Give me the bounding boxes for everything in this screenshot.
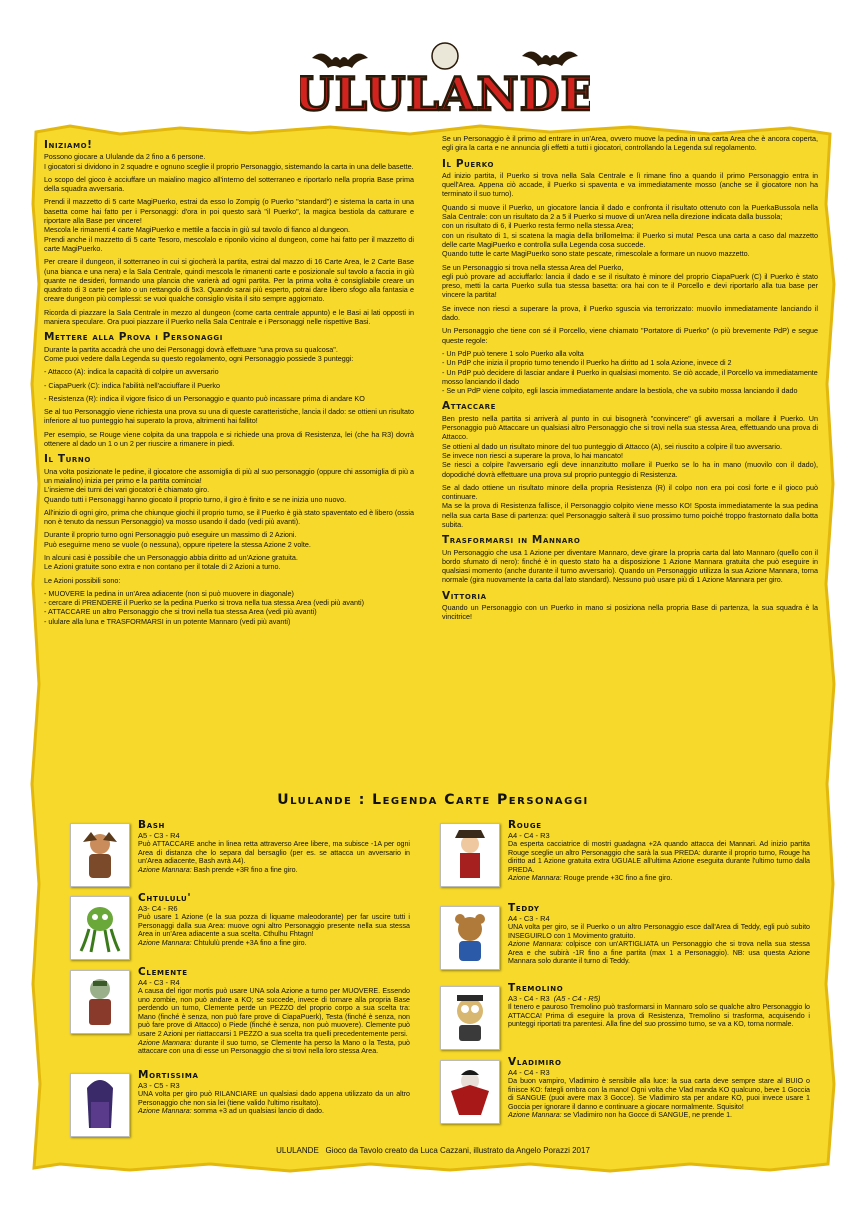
character-stats: A3- C4 - R6 [138, 904, 178, 913]
list-item: - cercare di PRENDERE il Puerko se la pedina Puerko si trova nella tua stessa Area (vedi più avanti) [44, 598, 364, 608]
character-portrait [70, 823, 130, 887]
character-name: Vladimiro [508, 1056, 562, 1068]
ululande-logo [300, 38, 590, 128]
paragraph: - Attacco (A): indica la capacità di colpire un avversario [44, 367, 219, 377]
mannara-text: Rouge prende +3C fino a fine giro. [561, 874, 673, 883]
paragraph: Per creare il dungeon, il sotterraneo in cui si giocherà la partita, estrai dal mazzo di 16 Carte Area, le 2 Carte Base (una bianca e una nera) e la Sala Centrale, quindi mescola le rimanenti carte e posizionale sul tavolo a faccia in giù quante ne desideri, formando una plancia che varierà ad ogni partita. Per la prima volta è consigliabile creare un quadrato di 3 carte per lato o un rettangolo di 5x3. Quando sarai più esperto, potrai dare libero sfogo alla fantasia e creare dungeon più complessi: se vuoi qualche consiglio visita il sito sempre aggiornato. [44, 257, 414, 304]
ability-text: Il tenero e pauroso Tremolino può trasformarsi in Mannaro solo se qualche altro Personaggio lo ATTACCA! Prima di eseguire la prova di Resistenza, Tremolino si trasforma, acquisendo i punteggi riportati tra parentesi. Alla fine del suo prossimo turno, se va a KO, torna normale. [508, 1003, 810, 1029]
paragraph: Le Azioni possibili sono: [44, 575, 121, 585]
character-ability [508, 840, 810, 883]
right-column [442, 134, 818, 626]
paragraph: - CiapaPuerk (C): indica l'abilità nell'acciuffare il Puerko [44, 380, 220, 390]
character-stats: A5 - C3 - R4 [138, 831, 180, 840]
paragraph: Se al tuo Personaggio viene richiesta una prova su una di queste caratteristiche, lancia il dado: se ottieni un risultato inferiore al tuo punteggio hai superato la prova, altrimenti hai fallito! [44, 407, 414, 426]
character-portrait [440, 1060, 500, 1124]
paragraph: Prendi il mazzetto di 5 carte MagiPuerko, estrai da esso lo Zompig (o Puerko "standard") e sistema la carta in una basetta come hai fatto per i Personaggi: d'ora in poi questo sarà "il Puerko", la magica bestiola da catturare e riportare alla Base per vincere! Mescola le rimanenti 4 carte MagiPuerko e mettile a faccia in giù sul tavolo di fianco al dungeon. Prendi anche il mazzetto di 5 carte Tesoro, mescolalo e riponilo vicino al dungeon, come hai fatto per il mazzetto di carte MagiPuerko. [44, 197, 414, 253]
character-portrait [70, 1073, 130, 1137]
character-ability [138, 840, 410, 874]
paragraph: Se un Personaggio si trova nella stessa Area del Puerko, egli può provare ad acciuffarlo: lancia il dado e se il risultato è minore del proprio CiapaPuerk (C) il Puerko è stato preso, metti la carta Puerko sulla tua stessa basetta: ora hai con te il Porcello e devi riportarlo alla tua base per vincere la partita! [442, 262, 818, 300]
list-item: - ATTACCARE un altro Personaggio che si trovi nella tua stessa Area (vedi più avanti) [44, 607, 317, 617]
mannara-label: Azione Mannara: [138, 1038, 193, 1047]
character-ability [508, 923, 810, 966]
stats-mannaro: (A5 - C4 - R5) [553, 994, 601, 1003]
legend-title: Ululande : Legenda Carte Personaggi [277, 792, 589, 808]
character-portrait [70, 970, 130, 1034]
mannara-text: durante il suo turno, se Clemente ha perso la Mano o la Testa, può attaccare con una di esse un Personaggio che si trovi nella loro stessa Area. [138, 1038, 410, 1056]
ability-text: A causa del rigor mortis può usare UNA sola Azione a turno per MUOVERE. Essendo uno zombie, non può andare a KO; se succede, invece di tornare alla propria Base perdendo un turno, Clemente perde un PEZZO del proprio corpo a sua scelta tra: Mano (finché è senza, non può fare prove di CiapaPuerk), Testa (finché è senza, non può fare prove di Attacco) o Piede (finché è senza, non può muovere). Clemente può usare 2 Azioni per riattaccarsi 1 PEZZO a sua scelta tra quelli precedentemente persi. [138, 987, 410, 1038]
paragraph: Ben presto nella partita si arriverà al punto in cui bisognerà "convincere" gli avversari a mollare il Puerko. Un Personaggio può Attaccare un qualsiasi altro Personaggio che si trovi nella sua stessa Area, effettuando una prova di Attacco. Se ottieni al dado un risultato minore del tuo punteggio di Attacco (A), sei riuscito a colpire il tuo avversario. Se invece non riesci a superare la prova, lo hai mancato! Se riesci a colpire l'avversario egli deve innanzitutto mollare il Puerko se lo ha in mano (muovilo con il dado), dopodiché dovrà effettuare una prova sul proprio punteggio di Resistenza. [442, 413, 818, 479]
character-ability [138, 1090, 410, 1116]
character-stats [508, 994, 810, 1003]
character-name: Clemente [138, 966, 188, 978]
bat-icon [312, 53, 368, 68]
paragraph: Possono giocare a Ululande da 2 fino a 6 persone. I giocatori si dividono in 2 squadre e ognuno sceglie il proprio Personaggio, sistemando la carta in una delle basette. [44, 152, 414, 171]
character-text [508, 902, 810, 966]
character-name: Teddy [508, 902, 540, 914]
ability-text: UNA volta per giro, se il Puerko o un altro Personaggio esce dall'Area di Teddy, egli può subito INSEGUIRLO con 1 Movimento gratuito. [508, 923, 810, 940]
pdp-rules-list [442, 349, 818, 395]
character-name: Tremolino [508, 982, 564, 994]
mannara-label: Azione Mannara: [508, 940, 563, 949]
paragraph: Un Personaggio che tiene con sé il Porcello, viene chiamato "Portatore di Puerko" (o più brevemente PdP) e segue queste regole: [442, 326, 818, 345]
parchment [30, 124, 836, 1174]
mannara-label: Azione Mannara: [508, 874, 562, 883]
character-ability [508, 1003, 810, 1029]
paragraph: In alcuni casi è possibile che un Personaggio abbia diritto ad un'Azione gratuita. Le Azioni gratuite sono extra e non contano per il totale di 2 Azioni a turno. [44, 552, 298, 572]
paragraph: Quando si muove il Puerko, un giocatore lancia il dado e confronta il risultato ottenuto con la PuerkaBussola nella Sala Centrale: con un risultato da 2 a 5 il Puerko si muove di un'Area nella direzione indicata dalla bussola; con un risultato di 6, il Puerko resta fermo nella stessa Area; con un risultato di 1, si scatena la magia della brillomelma: il Puerko si muta! Pesca una carta a caso dal mazzetto delle carte MagiPuerko e controlla sulla Legenda cosa succede. Quando tutte le carte MagiPuerko sono state pescate, rimescolale a formare un nuovo mazzetto. [442, 202, 818, 259]
paragraph: Per esempio, se Rouge viene colpita da una trappola e si richiede una prova di Resistenza, lei (che ha R3) dovrà ottenere al dado un 1 o un 2 per riuscire a rimanere in piedi. [44, 429, 414, 449]
list-item: - Un PdP può tenere 1 solo Puerko alla volta [442, 348, 584, 358]
bat-icon [522, 51, 578, 66]
list-item: - Un PdP può decidere di lasciar andare il Puerko in qualsiasi momento. Se ciò accade, il Porcello va immediatamente mosso lanciando il dado [442, 367, 818, 386]
paragraph: Durante la partita accadrà che uno dei Personaggi dovrà effettuare "una prova su qualcosa". Come puoi vedere dalla Legenda su questo regolamento, ogni Personaggio possiede 3 punteggi: [44, 344, 354, 363]
character-text [138, 1069, 410, 1116]
mannara-text: Chtululù prende +3A fino a fine giro. [191, 938, 307, 947]
character-name: Chtululu' [138, 892, 192, 904]
character-text [138, 819, 410, 874]
list-item: - ululare alla luna e TRASFORMARSI in un potente Mannaro (vedi più avanti) [44, 616, 291, 626]
character-stats: A3 - C5 - R3 [138, 1081, 180, 1090]
ability-text: Può usare 1 Azione (e la sua pozza di liquame maleodorante) per far uscire tutti i Personaggi dalla sua Area: muove ogni altro Personaggio presente nella sua stessa Area in un'Area adiacente a sua scelta. Cthulhu Fhtagn! [138, 913, 410, 939]
action-list [44, 589, 414, 626]
paragraph: All'inizio di ogni giro, prima che chiunque giochi il proprio turno, se il Puerko è già stato spaventato ed è libero (ossia non è tenuto da nessun Personaggio) va mosso usando il dado (vedi più avanti). [44, 507, 414, 527]
list-item: - Un PdP che inizia il proprio turno tenendo il Puerko ha diritto ad 1 sola Azione, invece di 2 [442, 358, 732, 368]
ability-text: Da buon vampiro, Vladimiro è sensibile alla luce: la sua carta deve sempre stare al BUIO o finisce KO: fategli ombra con la mano! Ogni volta che Vlad manda KO qualcuno, beve 1 Goccia di SANGUE (puoi avere max 3 Gocce). Se Vladimiro sta per andare KO, puoi invece usare 1 Goccia per ignorare il danno e continuare a giocare normalmente. Squisito! [508, 1077, 810, 1111]
logo-graphic [300, 38, 590, 128]
logo-text: ULULANDE [300, 67, 590, 121]
paragraph: - Resistenza (R): indica il vigore fisico di un Personaggio e quanto può incassare prima di andare KO [44, 393, 365, 403]
section-heading: Il Puerko [442, 157, 495, 170]
character-ability [138, 987, 410, 1056]
character-ability [508, 1077, 810, 1120]
paragraph: Quando un Personaggio con un Puerko in mano si posiziona nella propria Base di partenza, la sua squadra è la vincitrice! [442, 603, 818, 622]
paragraph: Se un Personaggio è il primo ad entrare in un'Area, ovvero muove la pedina in una carta Area che è ancora coperta, egli gira la carta e ne annuncia gli effetti a tutti i giocatori, controllando la Legenda sul regolamento. [442, 134, 818, 153]
character-text [508, 982, 810, 1029]
character-text [508, 819, 810, 883]
section-heading: Iniziamo! [44, 139, 93, 151]
section-heading: Vittoria [442, 589, 487, 602]
mannara-label: Azione Mannara: [138, 1107, 192, 1116]
mannara-label: Azione Mannara: [138, 865, 192, 874]
mannara-label: Azione Mannara: [508, 1111, 562, 1120]
section-heading: Trasformarsi in Mannaro [442, 534, 581, 547]
paragraph: Un Personaggio che usa 1 Azione per diventare Mannaro, deve girare la propria carta dal lato Mannaro (quello con il bordo sfumato di nero): finché è in questo stato ha a disposizione 1 Azione Mannara gratuita che può eseguire in qualsiasi momento (anche durante il turno avversario). Quando un Personaggio utilizza la sua Azione Mannara, torna normale (gira nuovamente la carta dal lato standard). Nessuno può usare più di 1 Azione Mannara per giro. [442, 547, 818, 585]
character-name: Mortissima [138, 1069, 199, 1081]
character-portrait [70, 896, 130, 960]
character-text [138, 892, 410, 947]
paragraph: Se invece non riesci a superare la prova, il Puerko sguscia via terrorizzato: muovilo immediatamente lanciando il dado. [442, 303, 818, 323]
paragraph: Lo scopo del gioco è acciuffare un maialino magico all'interno del sotterraneo e riportarlo nella propria Base prima della squadra avversaria. [44, 174, 414, 194]
list-item: - MUOVERE la pedina in un'Area adiacente (non si può muovere in diagonale) [44, 588, 294, 598]
stats-normal: A3 - C4 - R3 [508, 994, 550, 1003]
section-heading: Mettere alla Prova i Personaggi [44, 331, 223, 344]
left-column [44, 134, 414, 630]
mannara-label: Azione Mannara: [138, 938, 192, 947]
ability-text: Può ATTACCARE anche in linea retta attraverso Aree libere, ma subisce -1A per ogni Area di distanza che lo separa dal bersaglio (per es. se attacca un avversario in un'Area adiacente, Bash avrà A4). [138, 840, 410, 866]
character-text [508, 1056, 810, 1120]
moon-icon [432, 43, 458, 69]
character-name: Rouge [508, 819, 542, 831]
paragraph: Ad inizio partita, il Puerko si trova nella Sala Centrale e lì rimane fino a quando il primo Personaggio entra in quell'Area. Appena ciò accade, il Puerko si spaventa e va immediatamente mosso (anche se il giocatore non ha terminato il suo turno). [442, 170, 818, 199]
section-heading: Attaccare [442, 400, 496, 413]
paragraph: Ricorda di piazzare la Sala Centrale in mezzo al dungeon (come carta centrale appunto) e le Basi ai lati opposti in maniera speculare. Ora puoi piazzare il Puerko nella Sala Centrale e i Personaggi nelle rispettive Basi. [44, 307, 414, 327]
ability-text: UNA volta per giro può RILANCIARE un qualsiasi dado appena utilizzato da un altro Personaggio che non sia lei (tiene valido l'ultimo risultato). [138, 1090, 410, 1107]
mannara-text: somma +3 ad un qualsiasi lancio di dado. [191, 1107, 324, 1116]
mannara-text: Bash prende +3R fino a fine giro. [191, 865, 298, 874]
character-stats: A4 - C4 - R3 [508, 831, 550, 840]
character-stats: A4 - C4 - R3 [508, 1068, 550, 1077]
mannara-text: colpisce con un'ARTIGLIATA un Personaggio che si trova nella sua stessa Area e che subirà -1R fino a fine partita (max 1 a Personaggio). NB: usa questa Azione Mannara solo durante il turno di Teddy. [508, 940, 810, 966]
footer-credits: ULULANDE Gioco da Tavolo creato da Luca Cazzani, illustrato da Angelo Porazzi 2017 [276, 1146, 590, 1155]
character-portrait [440, 823, 500, 887]
paragraph: Se al dado ottiene un risultato minore della propria Resistenza (R) il colpo non era poi così forte e il gioco può continuare. Ma se la prova di Resistenza fallisce, il Personaggio colpito viene messo KO! Sposta immediatamente la sua pedina nella sua carta Base di partenza: quel Personaggio salterà il suo prossimo turno poiché troppo frastornato dalla botta subita. [442, 482, 818, 529]
character-name: Bash [138, 819, 166, 831]
paragraph: Una volta posizionate le pedine, il giocatore che assomiglia di più al suo personaggio (oppure chi assomiglia di più a un maialino) inizia per primo e la partita comincia! L'insieme dei turni dei vari giocatori è chiamato giro. Quando tutti i Personaggi hanno giocato il proprio turno, il giro è finito e se ne inizia uno nuovo. [44, 466, 414, 504]
mannara-text: se Vladimiro non ha Gocce di SANGUE, ne prende 1. [561, 1111, 732, 1120]
character-portrait [440, 986, 500, 1050]
character-text [138, 966, 410, 1056]
ability-text: Da esperta cacciatrice di mostri guadagna +2A quando attacca dei Mannari. Ad inizio partita Rouge sceglie un altro Personaggio che sarà la sua PREDA: durante il proprio turno, Rouge ha diritto ad 1 Azione gratuita extra UGUALE all'ultima Azione eseguita durante l'ultimo turno dalla PREDA. [508, 840, 810, 874]
character-stats: A4 - C3 - R4 [508, 914, 550, 923]
section-heading: Il Turno [44, 453, 91, 466]
character-portrait [440, 906, 500, 970]
list-item: - Se un PdP viene colpito, egli lascia immediatamente andare la bestiola, che va subito mossa lanciando il dado [442, 386, 798, 396]
character-stats: A4 - C3 - R4 [138, 978, 180, 987]
character-ability [138, 913, 410, 947]
paragraph: Durante il proprio turno ogni Personaggio può eseguire un massimo di 2 Azioni. Può eseguirne meno se vuole (o nessuna), oppure ripetere la stessa Azione 2 volte. [44, 530, 311, 549]
